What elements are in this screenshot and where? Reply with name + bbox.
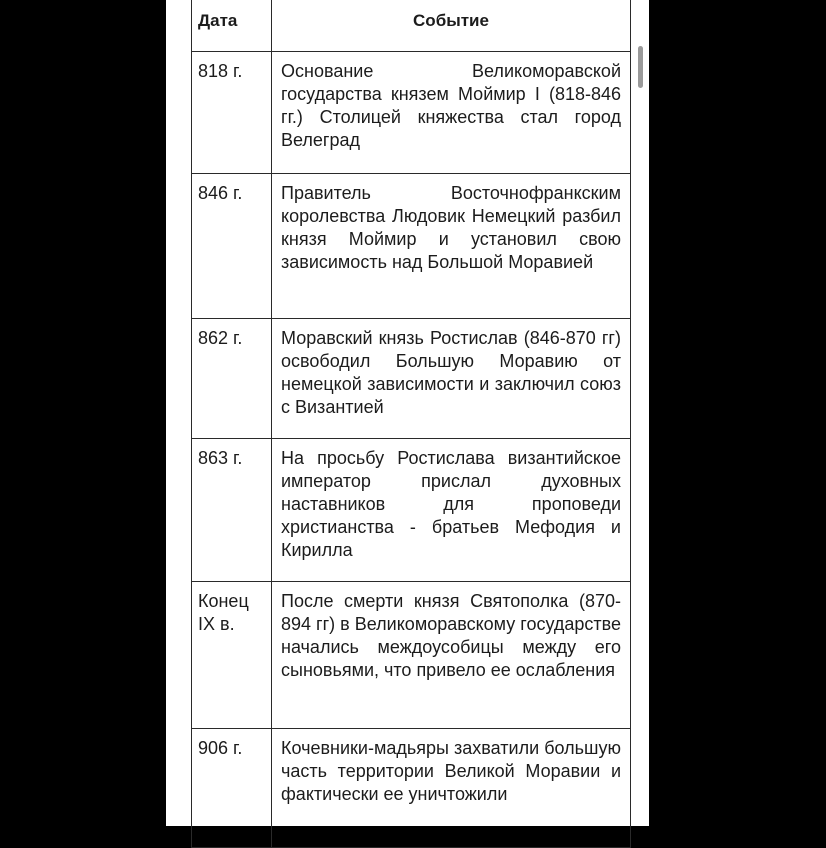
row-event: Кочевники-мадьяры захватили большую часть территории Великой Моравии и фактически ее уничтожили [272,729,631,848]
row-date: 863 г. [192,439,272,582]
table-header-row [192,0,631,52]
row-date: 818 г. [192,52,272,174]
row-event: На просьбу Ростислава византийское император прислал духовных наставников для проповеди христианства - братьев Мефодия и Кирилла [272,439,631,582]
table-row [192,439,631,582]
row-event: После смерти князя Святополка (870-894 гг) в Великоморавскому государстве начались междоусобицы между его сыновьями, что привело ее ослабления [272,582,631,729]
row-event: Основание Великоморавской государства князем Моймир I (818-846 гг.) Столицей княжества стал город Велеград [272,52,631,174]
table-row [192,319,631,439]
table-row [192,52,631,174]
table-row [192,729,631,848]
row-event: Моравский князь Ростислав (846-870 гг) освободил Большую Моравию от немецкой зависимости и заключил союз с Византией [272,319,631,439]
table-row [192,174,631,319]
header-event: Событие [272,0,631,52]
row-date: 906 г. [192,729,272,848]
scrollbar-thumb[interactable] [638,46,643,88]
row-date: Конец IX в. [192,582,272,729]
table-row [192,582,631,729]
row-date: 862 г. [192,319,272,439]
row-date: 846 г. [192,174,272,319]
row-event: Правитель Восточнофранкским королевства Людовик Немецкий разбил князя Моймир и установил свою зависимость над Большой Моравией [272,174,631,319]
history-table [191,0,631,848]
header-date: Дата [192,0,272,52]
